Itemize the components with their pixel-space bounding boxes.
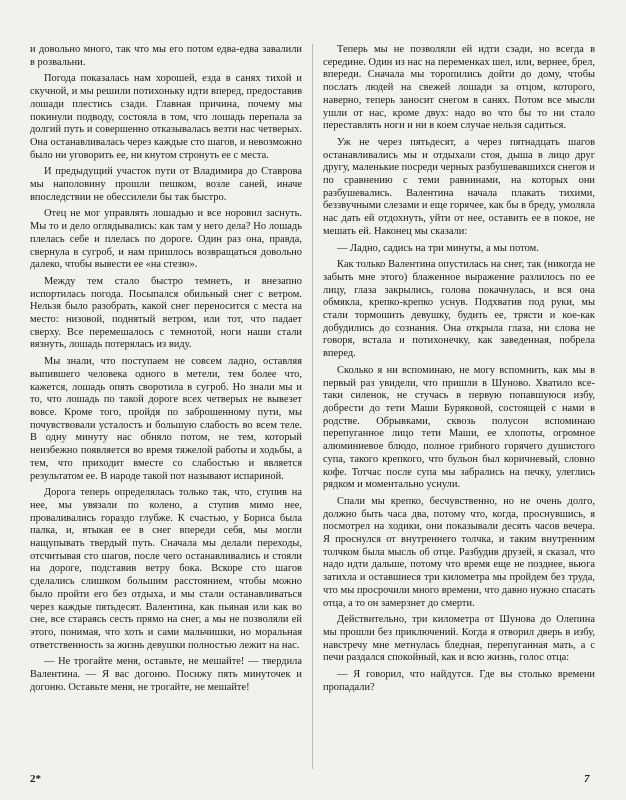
signature-mark: 2*: [30, 773, 41, 785]
page-number: 7: [584, 773, 590, 785]
paragraph: Спали мы крепко, бесчувственно, но не очень долго, должно быть часа два, потому что, когда, проснувшись, я посмотрел на ходики, они показывали десять часов вечера. Я проснулся от внутреннего толчка, и таким внутренним толчком была мысль об отце. Разбудив друзей, я сказал, что надо идти дальше, потому что время еще не позднее, вьюга затихла и оставшиеся три километра мы пройдем без труда, что мы просрочили много времени, что давно нужно спасать отца, а то он замерзнет до смерти.: [323, 495, 595, 609]
paragraph: И предыдущий участок пути от Владимира до Ставрова мы наполовину прошли пешком, возле саней, иначе впоследствии не обессилели бы так быстро.: [30, 166, 302, 203]
paragraph: — Не трогайте меня, оставьте, не мешайте! — твердила Валентина. — Я вас догоню. Посижу пять минуточек и догоню. Оставьте меня, не трогайте, не мешайте!: [30, 656, 302, 693]
column-divider: [312, 44, 313, 769]
right-column: [323, 44, 595, 698]
paragraph: Дорога теперь определялась только так, что, ступив на нее, мы увязали по колено, а ступив мимо нее, проваливались гораздо глубже. К счастью, у Бориса была палка, и, втыкая ее в снег впереди себя, мы могли нащупывать твердый путь. Сначала мы делали переходы, отсчитывая сто шагов, после чего останавливались и стояли на дороге, подставив ветру бока. Вскоре сто шагов сделались слишком большим расстоянием, чтобы можно было пройти его без отдыха, и мы стали останавливаться через каждые пятьдесят. Валентина, как пьяная или как во сне, все стараясь сесть прямо на снег, а мы не позволяли ей этого, понимая, что хоть и сами мальчишки, но моральная ответственность за жизнь девушки полностью лежит на нас.: [30, 487, 302, 651]
paragraph: Теперь мы не позволяли ей идти сзади, но всегда в середине. Один из нас на переменках шел, или, вернее, брел, впереди. Сначала мы торопились дойти до дому, чтобы послать людей на свежей лошади за отцом, которого, наверно, теперь заносит снегом в санях. Потом все мысли ушли от нас, кроме двух: надо во что бы то ни стало переставлять ноги и ни в коем случае нельзя садиться.: [323, 44, 595, 132]
paragraph: — Я говорил, что найдутся. Где вы столько времени пропадали?: [323, 669, 595, 693]
paragraph: Отец не мог управлять лошадью и все норовил заснуть. Мы то и дело оглядывались: как там у него дела? Но лошадь плелась себе и плелась по дороге. Один раз она, правда, свернула в сугроб, и нам пришлось возвращаться довольно далеко, чтобы вывести ее «на стезю».: [30, 208, 302, 271]
paragraph: Сколько я ни вспоминаю, не могу вспомнить, как мы в первый раз увидели, что пришли в Шуново. Хватило все-таки силенок, не стучась в первую попавшуюся избу, добрести до тети Маши Буряковой, состоящей с нами в родстве. Обрывками, сквозь полусон вспоминаю перепуганное лицо тети Маши, ее хлопоты, огромное алюминиевое блюдо, полное грибного горячего душистого супа, такого крепкого, что бульон был коричневый, словно кофе. Тотчас после супа мы забрались на печку, улеглись рядком и моментально уснули.: [323, 364, 595, 491]
paragraph: Уж не через пятьдесят, а через пятнадцать шагов останавливались мы и отдыхали стоя, дыша в лицо друг другу, маленькие посреди черных разбушевавшихся снегов и по сравнению с теми равнинами, на которых они разбушевались. Валентина начала плакать тихими, беззвучными слезами и еще горячее, как бы в бреду, умоляла нас дать ей отдохнуть, уйти от нее, оставить ее в покое, не мешать ей. Наконец мы сказали:: [323, 136, 595, 237]
paragraph: Между тем стало быстро темнеть, и внезапно испортилась погода. Посыпался обильный снег с ветром. Нельзя было разобрать, какой снег переносится с места на место: низовой, поднятый ветром, или тот, что падает сверху. Все перемешалось с темнотой, ноги наши стали вязнуть, лошадь потерялась из виду.: [30, 275, 302, 351]
paragraph: Мы знали, что поступаем не совсем ладно, оставляя выпившего человека одного в метели, тем более что, кажется, лошадь опять своротила в сугроб. Но знали мы и то, что лошадь по такой дороге всех четверых не вывезет вовсе. Кроме того, пройдя по заброшенному пути, мы почувствовали усталость и большую слабость во всем теле. В одну минуту нас обняло потом, не тем, который неизбежно появляется во время тяжелой работы и ходьбы, а тем, что приходит вместе со слабостью и является результатом ее. В народе такой пот называют испариной.: [30, 356, 302, 482]
paragraph: Погода показалась нам хорошей, езда в санях тихой и скучной, и мы решили потихоньку идти вперед, предоставив лошади плестись сзади. Главная причина, почему мы покинули подводу, состояла в том, что лошадь перепала за долгий путь и совершенно отказывалась везти нас четверых. Она останавливалась через каждые сто шагов, и невозможно было ни уговорить ее, ни кнутом стронуть ее с места.: [30, 73, 302, 161]
paragraph: Действительно, три километра от Шунова до Олепина мы прошли без приключений. Когда я отворил дверь в избу, навстречу мне метнулась бледная, перепуганная мать, а с печи раздался спокойный, как и всю жизнь, голос отца:: [323, 614, 595, 664]
paragraph: — Ладно, садись на три минуты, а мы потом.: [337, 242, 539, 254]
paragraph: и довольно много, так что мы его потом едва-едва завалили в розвальни.: [30, 44, 302, 68]
paragraph: Как только Валентина опустилась на снег, так (никогда не забыть мне этого) блаженное выражение разлилось по ее лицу, глаза закрылись, голова покачнулась, и вся она обмякла, крепко-крепко уснув. Подхватив под руки, мы стали тормошить девушку, будить ее, трясти и кое-как добудились до сознания. Она открыла глаза, ни слова не говоря, встала и потихонечку, как заведенная, побрела вперед.: [323, 259, 595, 360]
left-column: [30, 44, 302, 698]
